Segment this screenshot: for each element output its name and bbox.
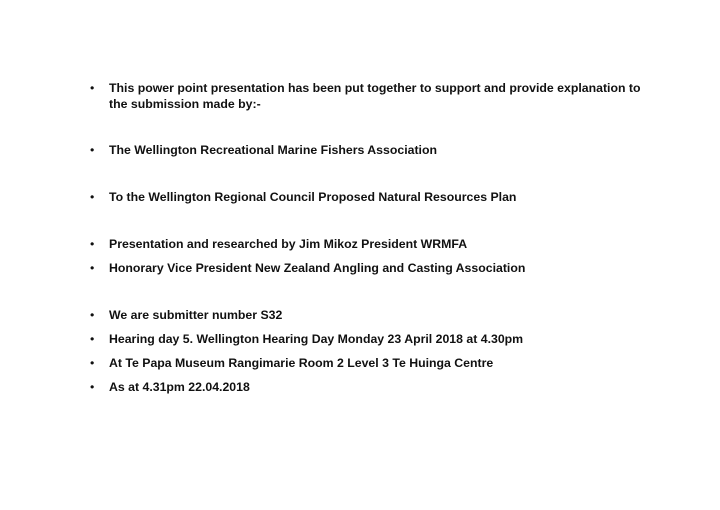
bullet-dot-icon: • bbox=[90, 261, 95, 275]
bullet-item-vice-president bbox=[88, 260, 648, 276]
bullet-dot-icon: • bbox=[90, 143, 95, 157]
bullet-dot-icon: • bbox=[90, 380, 95, 394]
bullet-text: To the Wellington Regional Council Proposed Natural Resources Plan bbox=[109, 190, 517, 204]
bullet-item-intro bbox=[88, 80, 648, 112]
bullet-text: Presentation and researched by Jim Mikoz President WRMFA bbox=[109, 237, 468, 251]
bullet-item-venue bbox=[88, 355, 648, 371]
bullet-text: We are submitter number S32 bbox=[109, 308, 283, 322]
bullet-item-submitter bbox=[88, 307, 648, 323]
bullet-item-timestamp bbox=[88, 379, 648, 395]
bullet-dot-icon: • bbox=[90, 81, 95, 95]
bullet-item-council bbox=[88, 189, 648, 205]
bullet-text: At Te Papa Museum Rangimarie Room 2 Level 3 Te Huinga Centre bbox=[109, 356, 494, 370]
bullet-text: As at 4.31pm 22.04.2018 bbox=[109, 380, 250, 394]
bullet-text: This power point presentation has been put together to support and provide explanation to the submission made by:- bbox=[109, 81, 641, 111]
bullet-text: Hearing day 5. Wellington Hearing Day Monday 23 April 2018 at 4.30pm bbox=[109, 332, 524, 346]
bullet-item-hearing-day bbox=[88, 331, 648, 347]
bullet-dot-icon: • bbox=[90, 332, 95, 346]
bullet-text: The Wellington Recreational Marine Fishers Association bbox=[109, 143, 437, 157]
bullet-dot-icon: • bbox=[90, 237, 95, 251]
bullet-text: Honorary Vice President New Zealand Angling and Casting Association bbox=[109, 261, 526, 275]
bullet-item-presenter bbox=[88, 236, 648, 252]
bullet-dot-icon: • bbox=[90, 190, 95, 204]
bullet-dot-icon: • bbox=[90, 308, 95, 322]
bullet-dot-icon: • bbox=[90, 356, 95, 370]
bullet-item-association bbox=[88, 142, 648, 158]
bullet-list bbox=[88, 80, 648, 395]
